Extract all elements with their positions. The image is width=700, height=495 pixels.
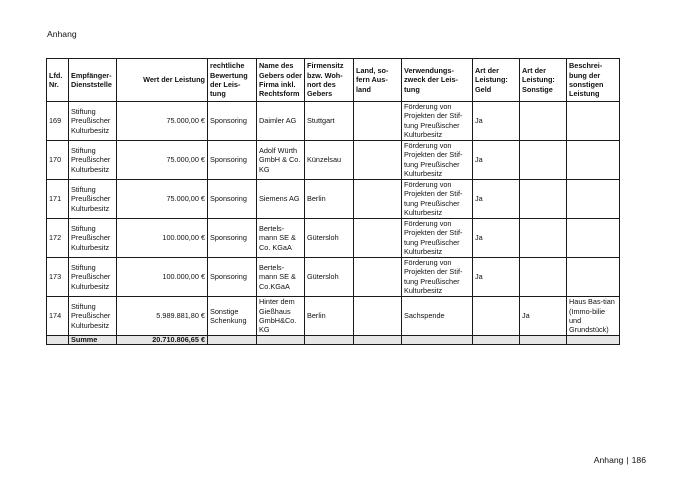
donor-name: Hinter dem Gießhaus GmbH&Co. KG	[257, 297, 305, 336]
table-row	[47, 297, 620, 336]
row-number: 173	[47, 258, 69, 297]
footer-section: Anhang	[593, 455, 624, 465]
other-description	[567, 102, 620, 141]
type-other	[520, 258, 567, 297]
legal-assessment: Sonstige Schenkung	[208, 297, 257, 336]
column-header: Beschrei-bung der sonstigen Leistung	[567, 59, 620, 102]
value: 75.000,00 €	[117, 180, 208, 219]
table-row	[47, 141, 620, 180]
type-money: Ja	[473, 219, 520, 258]
recipient: Stiftung Preußischer Kulturbesitz	[69, 180, 117, 219]
column-header: Art der Leistung: Geld	[473, 59, 520, 102]
table-row	[47, 258, 620, 297]
sum-label: Summe	[69, 336, 117, 345]
country	[354, 219, 402, 258]
type-money: Ja	[473, 102, 520, 141]
page-footer	[594, 455, 646, 465]
donor-name: Siemens AG	[257, 180, 305, 219]
row-number: 174	[47, 297, 69, 336]
value: 5.989.881,80 €	[117, 297, 208, 336]
type-other	[520, 141, 567, 180]
donor-location: Gütersloh	[305, 258, 354, 297]
other-description	[567, 219, 620, 258]
row-number: 171	[47, 180, 69, 219]
purpose: Sachspende	[402, 297, 473, 336]
purpose: Förderung von Projekten der Stif-tung Preußischer Kulturbesitz	[402, 180, 473, 219]
legal-assessment: Sponsoring	[208, 258, 257, 297]
purpose: Förderung von Projekten der Stif-tung Preußischer Kulturbesitz	[402, 258, 473, 297]
country	[354, 297, 402, 336]
page-header: Anhang	[47, 29, 77, 39]
legal-assessment: Sponsoring	[208, 219, 257, 258]
table-row	[47, 102, 620, 141]
column-header: Firmensitz bzw. Woh-nort des Gebers	[305, 59, 354, 102]
column-header: Verwendungs-zweck der Leis-tung	[402, 59, 473, 102]
column-header: Art der Leistung: Sonstige	[520, 59, 567, 102]
type-other	[520, 102, 567, 141]
value: 75.000,00 €	[117, 102, 208, 141]
footer-separator: |	[626, 455, 629, 465]
legal-assessment: Sponsoring	[208, 141, 257, 180]
type-other	[520, 219, 567, 258]
sum-row	[47, 336, 620, 345]
row-number: 169	[47, 102, 69, 141]
type-money	[473, 297, 520, 336]
donor-name: Adolf Würth GmbH & Co. KG	[257, 141, 305, 180]
donor-name: Daimler AG	[257, 102, 305, 141]
value: 100.000,00 €	[117, 258, 208, 297]
recipient: Stiftung Preußischer Kulturbesitz	[69, 258, 117, 297]
country	[354, 102, 402, 141]
donations-table	[46, 58, 620, 345]
donor-location: Stuttgart	[305, 102, 354, 141]
type-money: Ja	[473, 180, 520, 219]
value: 100.000,00 €	[117, 219, 208, 258]
row-number: 172	[47, 219, 69, 258]
recipient: Stiftung Preußischer Kulturbesitz	[69, 102, 117, 141]
page-number: 186	[631, 455, 646, 465]
recipient: Stiftung Preußischer Kulturbesitz	[69, 297, 117, 336]
donor-location: Gütersloh	[305, 219, 354, 258]
recipient: Stiftung Preußischer Kulturbesitz	[69, 141, 117, 180]
donor-location: Berlin	[305, 297, 354, 336]
type-money: Ja	[473, 258, 520, 297]
other-description	[567, 258, 620, 297]
sum-value: 20.710.806,65 €	[117, 336, 208, 345]
other-description: Haus Bas-tian (Immo-bilie und Grundstück)	[567, 297, 620, 336]
column-header: Empfänger-Dienststelle	[69, 59, 117, 102]
type-money: Ja	[473, 141, 520, 180]
type-other: Ja	[520, 297, 567, 336]
donor-name: Bertels-mann SE & Co.KGaA	[257, 258, 305, 297]
recipient: Stiftung Preußischer Kulturbesitz	[69, 219, 117, 258]
other-description	[567, 180, 620, 219]
country	[354, 141, 402, 180]
column-header: Lfd. Nr.	[47, 59, 69, 102]
type-other	[520, 180, 567, 219]
donor-location: Künzelsau	[305, 141, 354, 180]
table-row	[47, 180, 620, 219]
row-number: 170	[47, 141, 69, 180]
table-header-row	[47, 59, 620, 102]
column-header: Name des Gebers oder Firma inkl. Rechtsform	[257, 59, 305, 102]
other-description	[567, 141, 620, 180]
legal-assessment: Sponsoring	[208, 102, 257, 141]
value: 75.000,00 €	[117, 141, 208, 180]
donor-location: Berlin	[305, 180, 354, 219]
donor-name: Bertels-mann SE & Co. KGaA	[257, 219, 305, 258]
country	[354, 180, 402, 219]
table-row	[47, 219, 620, 258]
country	[354, 258, 402, 297]
column-header: Land, so-fern Aus-land	[354, 59, 402, 102]
column-header: Wert der Leistung	[117, 59, 208, 102]
sum-empty	[47, 336, 69, 345]
purpose: Förderung von Projekten der Stif-tung Preußischer Kulturbesitz	[402, 219, 473, 258]
purpose: Förderung von Projekten der Stif-tung Preußischer Kulturbesitz	[402, 141, 473, 180]
legal-assessment: Sponsoring	[208, 180, 257, 219]
column-header: rechtliche Bewertung der Leis-tung	[208, 59, 257, 102]
purpose: Förderung von Projekten der Stif-tung Preußischer Kulturbesitz	[402, 102, 473, 141]
